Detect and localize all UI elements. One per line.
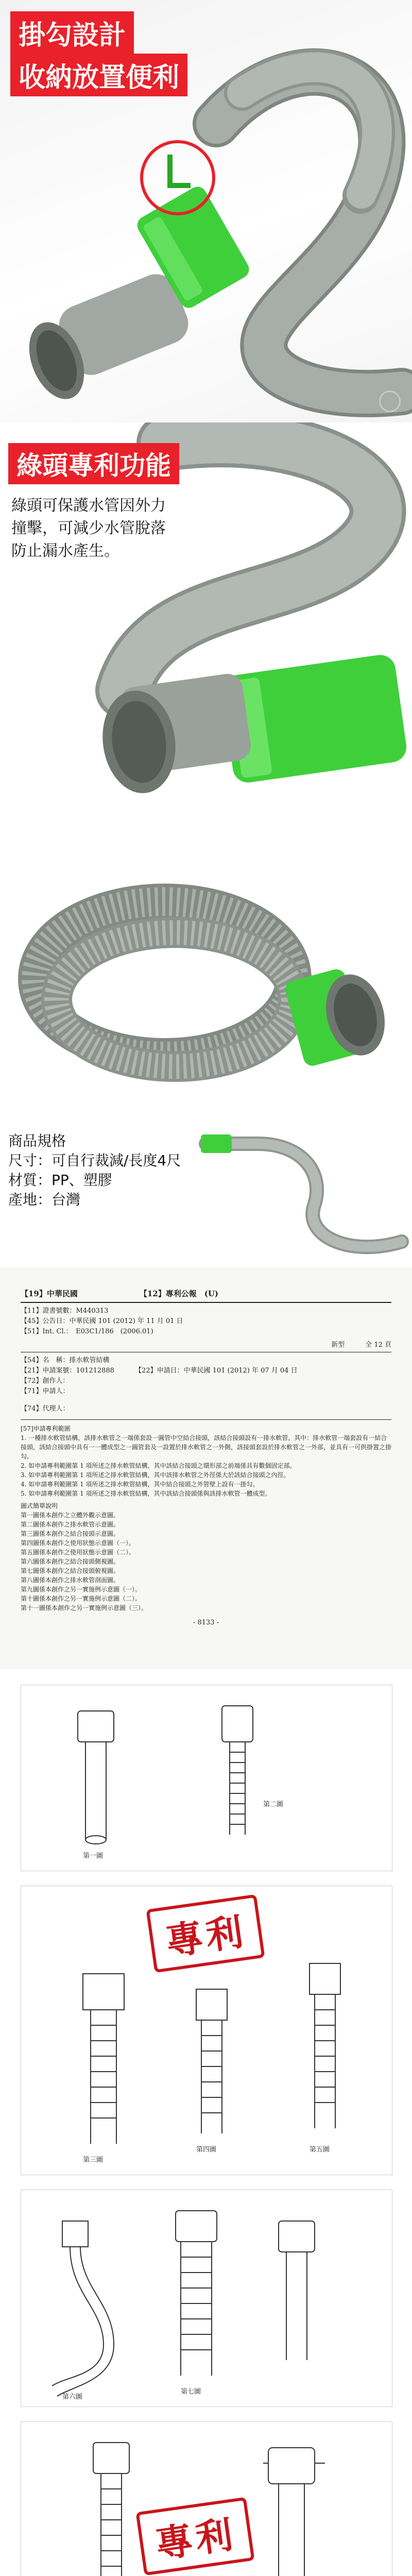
product-photo-green-head bbox=[0, 422, 412, 845]
patent-intcl-label: 【51】Int. Cl.： bbox=[21, 1328, 70, 1335]
patent-name: 【54】名 稱：排水軟管結構 bbox=[21, 1357, 110, 1364]
specs-origin: 產地：台灣 bbox=[8, 1191, 81, 1208]
patent-agent: 【74】代理人： bbox=[21, 1405, 70, 1413]
patent-pub-date: 【45】公告日：中華民國 101 (2012) 年 11 月 01 日 bbox=[21, 1317, 183, 1325]
fig-label-7: 第七圖 bbox=[181, 2388, 201, 2396]
product-photo-coiled bbox=[0, 845, 412, 1113]
product-photo-hook bbox=[0, 0, 412, 422]
brand-watermark-icon bbox=[379, 391, 401, 412]
note-line-3: 防止漏水產生。 bbox=[8, 542, 123, 560]
fig-desc-7: 第七圖係本創作之結合接頭俯視圖。 bbox=[21, 1567, 120, 1574]
fig-label-4: 第四圖 bbox=[196, 2146, 217, 2154]
figs-title: 圖式簡單說明 bbox=[21, 1502, 58, 1510]
patent-country: 【19】中華民國 bbox=[21, 1289, 78, 1298]
headline-hook-design: 掛勾設計 bbox=[10, 11, 134, 54]
fig-desc-5: 第五圖係本創作之使用狀態示意圖（二）。 bbox=[21, 1549, 135, 1556]
claims-title: [57]申請專利範圍 bbox=[21, 1425, 71, 1432]
claim-5: 5. 如申請專利範圍第 1 項所述之排水軟管結構，其中該結合接頭係與該排水軟管一體成型。 bbox=[21, 1490, 271, 1497]
drawing-sheet-1 bbox=[21, 1685, 392, 1871]
straight-hose-illustration bbox=[196, 1113, 412, 1267]
patent-app-no: 【21】申請案號：101212888 bbox=[21, 1367, 114, 1375]
headline-easy-storage: 收納放置便利 bbox=[10, 54, 187, 96]
green-head-description bbox=[8, 495, 169, 563]
patent-gazette-page bbox=[0, 1267, 412, 1669]
patent-creator: 【72】創作人： bbox=[21, 1377, 70, 1385]
fig-desc-6: 第六圖係本創作之結合接頭側視圖。 bbox=[21, 1558, 120, 1565]
fig-desc-9: 第九圖係本創作之另一實施例示意圖（一）。 bbox=[21, 1586, 142, 1593]
patent-intcl-value: E03C1/186 (2006.01) bbox=[76, 1328, 153, 1335]
fig-desc-3: 第三圖係本創作之結合接頭示意圖。 bbox=[21, 1530, 120, 1537]
specs-material: 材質：PP、塑膠 bbox=[8, 1172, 112, 1189]
note-line-2: 撞擊，可減少水管脫落 bbox=[8, 519, 169, 537]
headline-green-head-patent: 綠頭專利功能 bbox=[8, 443, 179, 484]
patent-app-date: 【22】申請日：中華民國 101 (2012) 年 07 月 04 日 bbox=[134, 1367, 298, 1375]
drawing-sheet-4 bbox=[21, 2421, 392, 2576]
specs-title: 商品規格 bbox=[8, 1132, 66, 1149]
product-specs bbox=[0, 1113, 412, 1267]
fig-label-1: 第一圖 bbox=[83, 1852, 104, 1860]
fig-label-3: 第三圖 bbox=[83, 2156, 104, 2164]
fig-desc-11: 第十一圖係本創作之另一實施例示意圖（三）。 bbox=[21, 1604, 148, 1612]
hose-green-head-illustration bbox=[0, 422, 412, 845]
patent-applicant: 【71】申請人： bbox=[21, 1387, 70, 1395]
fig-desc-10: 第十圖係本創作之另一實施例示意圖（二）。 bbox=[21, 1595, 142, 1602]
drawing-sheet-2 bbox=[21, 1886, 392, 2175]
claim-4: 4. 如申請專利範圍第 1 項所述之排水軟管結構，其中結合接頭之外管壁上設有一掛勾。 bbox=[21, 1481, 259, 1488]
patent-stamp-2: 專利 bbox=[135, 2497, 254, 2576]
patent-drawings bbox=[0, 1669, 412, 2576]
fig-desc-2: 第二圖係本創作之排水軟管示意圖。 bbox=[21, 1521, 120, 1528]
patent-newtype: 新型 bbox=[331, 1341, 345, 1349]
patent-stamp-1: 專利 bbox=[146, 1894, 265, 1973]
note-line-1: 綠頭可保護水管因外力 bbox=[8, 497, 169, 515]
fig-desc-8: 第八圖係本創作之排水軟管剖面圖。 bbox=[21, 1577, 120, 1584]
claim-2: 2. 如申請專利範圍第 1 項所述之排水軟管結構，其中該結合接頭之環形部之前端係具有數個固定部。 bbox=[21, 1462, 296, 1469]
patent-type: 【12】專利公報 (U) bbox=[139, 1289, 219, 1298]
fig-label-2: 第二圖 bbox=[263, 1801, 284, 1808]
fig-label-5: 第五圖 bbox=[310, 2146, 330, 2154]
claim-1: 1. 一種排水軟管結構，該排水軟管之一端係套設一圓管中空結合接頭，該結合接頭設有一排水軟管，其中：排水軟管一端套設有一結合接頭，該結合接頭中具有一一體成型之一圓管套及一設置於排水軟管之一外側，該接頭套設於排水軟管之一外部，並具有一可供掛置之掛勾。 bbox=[21, 1434, 392, 1460]
fig-desc-4: 第四圖係本創作之使用狀態示意圖（一）。 bbox=[21, 1539, 135, 1547]
coiled-hose-illustration bbox=[0, 845, 412, 1113]
specs-size: 尺寸：可自行裁減/長度4尺 bbox=[8, 1152, 181, 1169]
patent-page-count: 全 12 頁 bbox=[365, 1341, 391, 1349]
patent-cert-no: 【11】證書號數：M440313 bbox=[21, 1307, 109, 1315]
fig-desc-1: 第一圖係本創作之立體外觀示意圖。 bbox=[21, 1512, 120, 1519]
drawing-sheet-3 bbox=[21, 2190, 392, 2407]
fig-label-6: 第六圖 bbox=[62, 2393, 83, 2401]
claim-3: 3. 如申請專利範圍第 1 項所述之排水軟管結構，其中該排水軟管之外徑係大於該結合接頭之內徑。 bbox=[21, 1471, 290, 1479]
patent-page-number: - 8133 - bbox=[193, 1619, 219, 1626]
